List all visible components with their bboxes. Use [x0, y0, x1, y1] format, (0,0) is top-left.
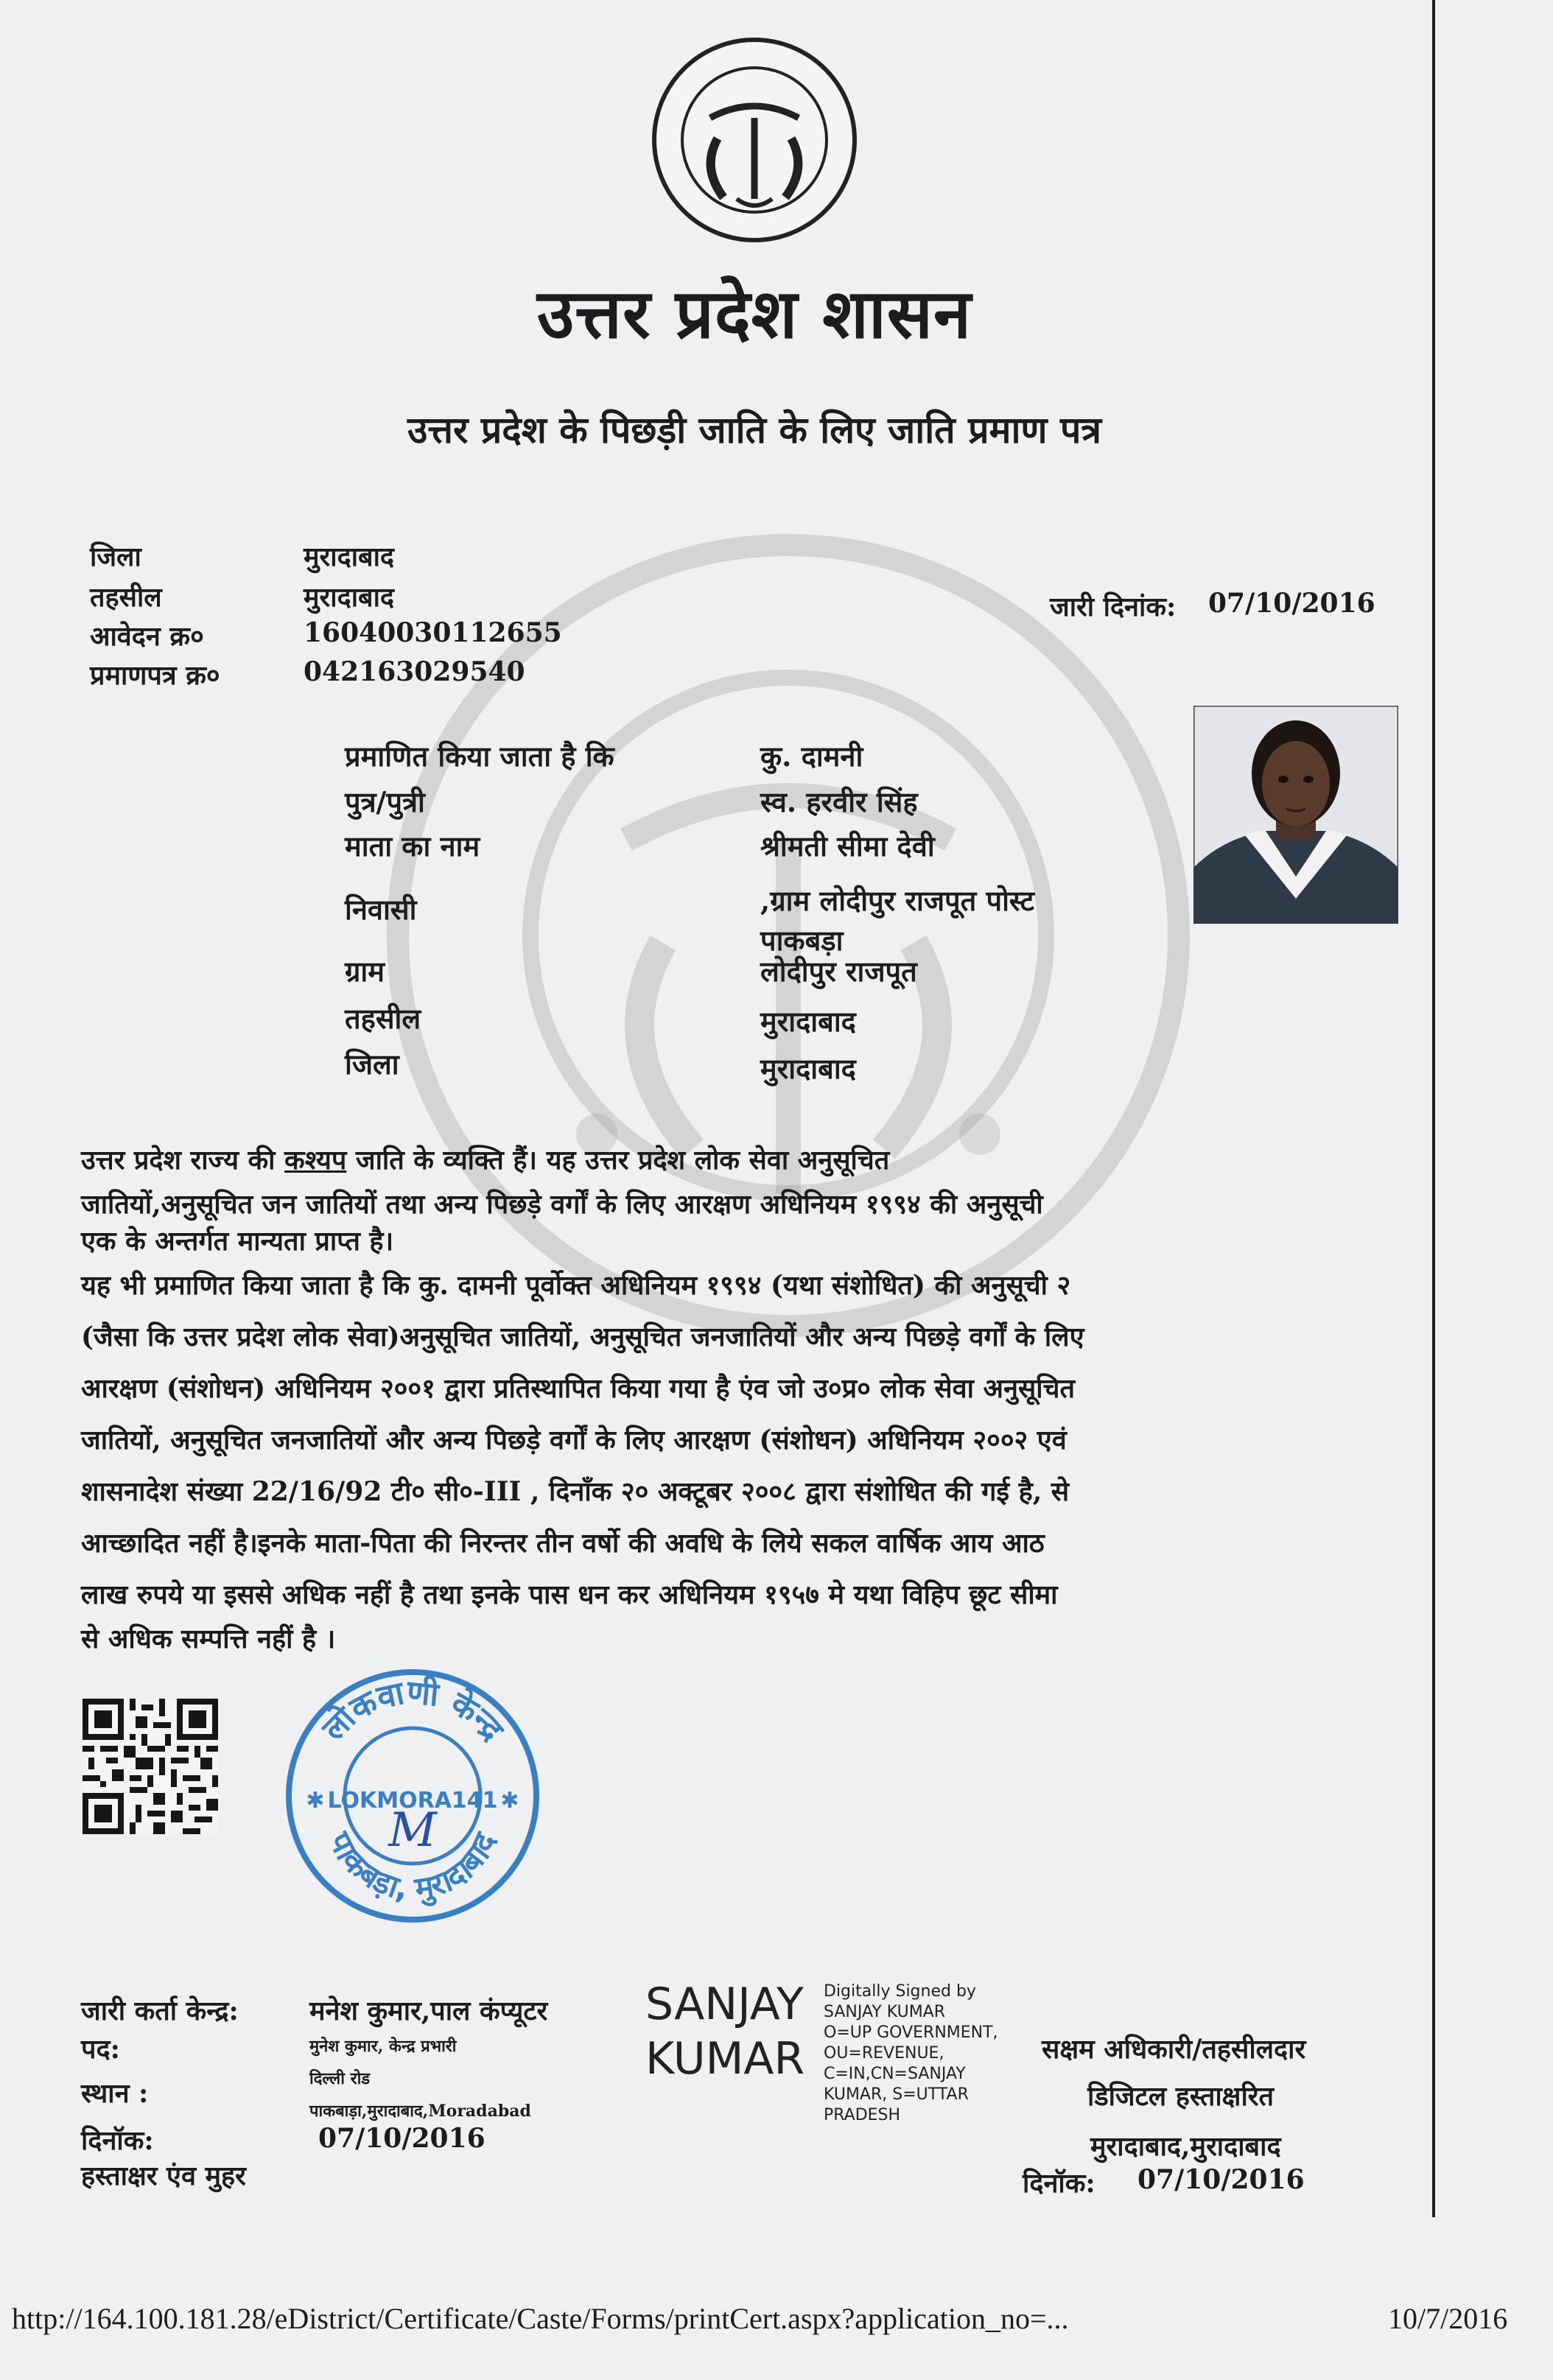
- print-date: 10/7/2016: [1388, 2302, 1508, 2335]
- district-value: मुरादाबाद: [304, 541, 395, 572]
- caste-name: कश्यप: [284, 1145, 347, 1176]
- application-number-value: 16040030112655: [304, 617, 562, 648]
- digital-sign-line: KUMAR, S=UTTAR: [824, 2085, 969, 2104]
- digital-signature-details: [824, 1981, 998, 2126]
- tehsil-label: तहसील: [90, 582, 162, 613]
- post-label: पद:: [81, 2034, 120, 2065]
- field-value-resident: ,ग्राम लोदीपुर राजपूत पोस्ट: [760, 884, 1034, 917]
- certificate-number-label: प्रमाणपत्र क्र०: [90, 660, 220, 691]
- page-title: उत्तर प्रदेश शासन: [536, 274, 972, 354]
- authority-date-value: 07/10/2016: [1137, 2164, 1305, 2195]
- tehsil-value: मुरादाबाद: [304, 582, 395, 613]
- certificate-body: [81, 1134, 1414, 1657]
- body-line: जातियों, अनुसूचित जनजातियों और अन्य पिछड़े वर्गों के लिए आरक्षण (संशोधन) अधिनियम २००२ एवं: [81, 1425, 1067, 1456]
- field-label-resident: निवासी: [345, 893, 417, 926]
- field-value-resident-line2: पाकबड़ा: [760, 924, 844, 957]
- issuing-centre-value: मनेश कुमार,पाल कंप्यूटर: [309, 1995, 548, 2026]
- body-line: जातियों,अनुसूचित जन जातियों तथा अन्य पिछड़े वर्गों के लिए आरक्षण अधिनियम १९९४ की अनुसूची: [81, 1189, 1043, 1220]
- issue-date-footer-label: दिनॉक:: [81, 2125, 154, 2156]
- authority-line2: डिजिटल हस्ताक्षरित: [1087, 2081, 1275, 2112]
- body-line: यह भी प्रमाणित किया जाता है कि कु. दामनी पूर्वोक्त अधिनियम १९९४ (यथा संशोधित) की अनुसूची २: [81, 1270, 1071, 1301]
- signer-name-line2: KUMAR: [645, 2033, 805, 2085]
- body-line: (जैसा कि उत्तर प्रदेश लोक सेवा)अनुसूचित जातियों, अनुसूचित जनजातियों और अन्य पिछड़े वर्गों के लिए: [81, 1321, 1084, 1352]
- body-line: आरक्षण (संशोधन) अधिनियम २००१ द्वारा प्रतिस्थापित किया गया है एंव जो उ०प्र० लोक सेवा अनुसूचित: [81, 1373, 1075, 1404]
- field-value-mother: श्रीमती सीमा देवी: [760, 829, 935, 863]
- issue-date-label: जारी दिनांक:: [1050, 592, 1177, 622]
- svg-text:लोकवाणी केन्द्र: [314, 1673, 511, 1749]
- field-label-son-daughter: पुत्र/पुत्री: [345, 785, 425, 818]
- issue-date-footer-value: 07/10/2016: [318, 2123, 485, 2154]
- body-text: उत्तर प्रदेश राज्य की: [81, 1145, 285, 1176]
- stamp-center-text: LOKMORA141: [327, 1788, 498, 1814]
- field-label-district: जिला: [345, 1047, 399, 1081]
- field-value-father: स्व. हरवीर सिंह: [760, 785, 918, 818]
- district-label: जिला: [90, 541, 141, 572]
- field-label-certified: प्रमाणित किया जाता है कि: [345, 740, 614, 773]
- stamp-star-icon: ✱: [500, 1788, 519, 1814]
- stamp-bottom-text: पाकबड़ा, मुरादाबाद: [321, 1826, 504, 1907]
- state-emblem-icon: [650, 35, 859, 245]
- field-label-mother: माता का नाम: [345, 829, 480, 863]
- certificate-number-value: 042163029540: [304, 656, 525, 687]
- field-value-tehsil: मुरादाबाद: [760, 1005, 856, 1038]
- body-line: आच्छादित नहीं है।इनके माता-पिता की निरन्तर तीन वर्षो की अवधि के लिये सकल वार्षिक आय आठ: [81, 1528, 1045, 1559]
- issuing-centre-label: जारी कर्ता केन्द्र:: [81, 1995, 239, 2026]
- post-value: मुनेश कुमार, केन्द्र प्रभारी: [309, 2037, 457, 2056]
- application-number-label: आवेदन क्र०: [90, 621, 204, 652]
- body-line: लाख रुपये या इससे अधिक नहीं है तथा इनके पास धन कर अधिनियम १९५७ मे यथा विहिप छूट सीमा: [81, 1579, 1058, 1610]
- applicant-photo: [1193, 706, 1398, 924]
- handwritten-initials: M: [388, 1803, 437, 1858]
- certificate-subtitle: उत्तर प्रदेश के पिछड़ी जाति के लिए जाति प्रमाण पत्र: [407, 408, 1101, 452]
- digital-sign-line: SANJAY KUMAR: [824, 2003, 946, 2021]
- body-line: शासनादेश संख्या 22/16/92 टी० सी०-III , दिनाँक २० अक्टूबर २००८ द्वारा संशोधित की गई है, से: [81, 1476, 1070, 1507]
- print-url: http://164.100.181.28/eDistrict/Certificate/Caste/Forms/printCert.aspx?application_no=...: [12, 2302, 1069, 2335]
- digital-sign-line: O=UP GOVERNMENT,: [824, 2023, 998, 2042]
- stamp-top-text: लोकवाणी केन्द्र: [315, 1673, 511, 1749]
- signer-name-line1: SANJAY: [645, 1979, 804, 2030]
- authority-line3: मुरादाबाद,मुरादाबाद: [1090, 2131, 1281, 2162]
- field-label-village: ग्राम: [345, 955, 385, 988]
- digital-sign-line: C=IN,CN=SANJAY: [824, 2065, 966, 2083]
- digital-sign-line: PRADESH: [824, 2106, 901, 2124]
- signature-seal-label: हस्ताक्षर एंव मुहर: [81, 2160, 246, 2191]
- field-value-district: मुरादाबाद: [760, 1052, 856, 1085]
- digital-sign-line: OU=REVENUE,: [824, 2044, 944, 2063]
- body-text: जाति के व्यक्ति हैं। यह उत्तर प्रदेश लोक सेवा अनुसूचित: [346, 1145, 890, 1176]
- field-value-name: कु. दामनी: [760, 740, 863, 773]
- place-value-line1: दिल्ली रोड: [309, 2069, 371, 2088]
- field-label-tehsil: तहसील: [345, 1002, 421, 1035]
- digital-sign-line: Digitally Signed by: [824, 1982, 976, 2001]
- body-line: से अधिक सम्पत्ति नहीं है ।: [81, 1623, 336, 1654]
- body-line: [81, 1134, 1414, 1186]
- place-label: स्थान :: [81, 2078, 149, 2109]
- stamp-star-icon: ✱: [306, 1788, 325, 1814]
- authority-line1: सक्षम अधिकारी/तहसीलदार: [1042, 2034, 1306, 2065]
- authority-date-label: दिनॉक:: [1023, 2168, 1095, 2199]
- place-value-line2: पाकबाड़ा,मुरादाबाद,Moradabad: [309, 2102, 531, 2121]
- issue-date-value: 07/10/2016: [1208, 588, 1375, 619]
- centre-seal-stamp: [280, 1663, 545, 1928]
- body-line: एक के अन्तर्गत मान्यता प्राप्त है।: [81, 1226, 394, 1257]
- qr-code-icon: [83, 1699, 218, 1834]
- field-value-village: लोदीपुर राजपूत: [760, 955, 917, 988]
